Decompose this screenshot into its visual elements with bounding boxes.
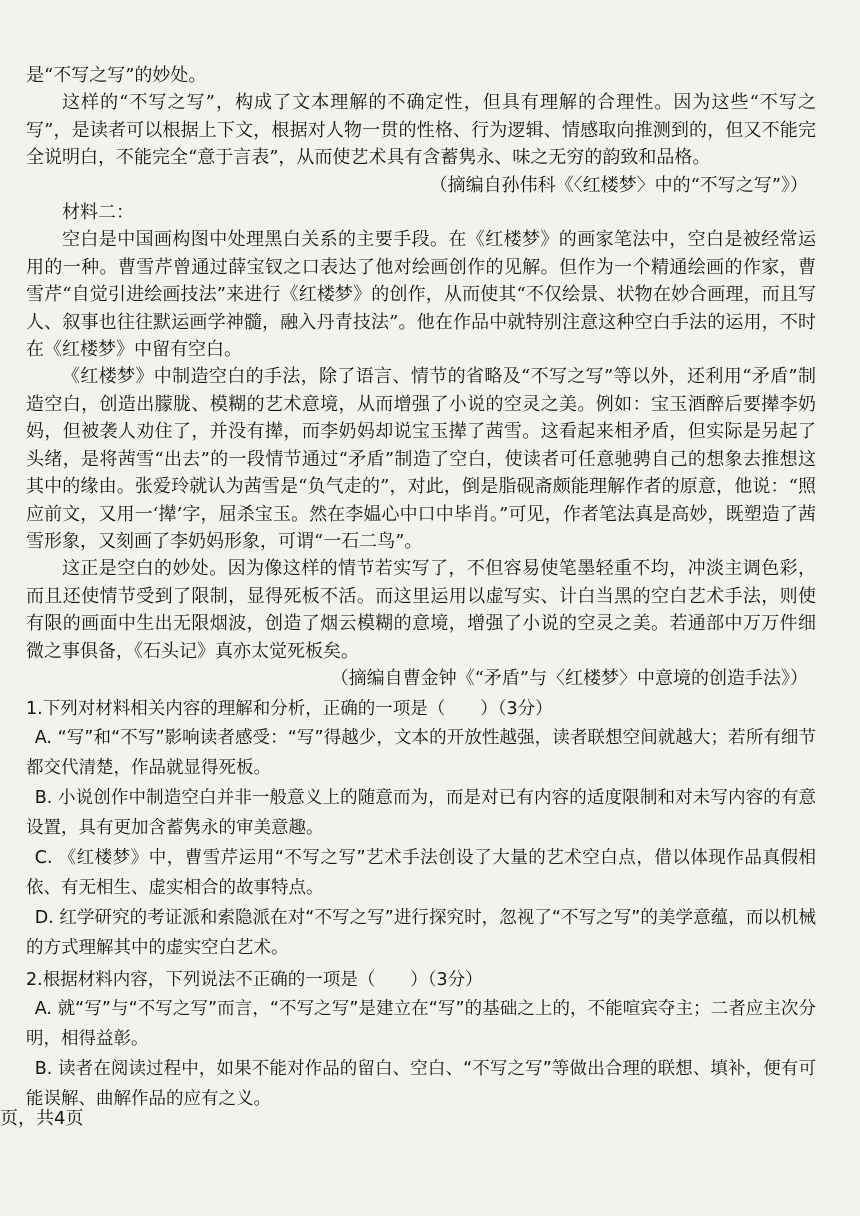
material2-paragraph-2: 《红楼梦》中制造空白的手法，除了语言、情节的省略及“不写之写”等以外，还利用“矛盾”制造空白，创造出朦胧、模糊的艺术意境，从而增强了小说的空灵之美。例如：宝玉酒醉后要撵李奶妈，但被袭人劝住了，并没有撵，而李奶妈却说宝玉撵了茜雪。这看起来相矛盾，但实际是另起了头绪，是将茜雪“出去”的一段情节通过“矛盾”制造了空白，使读者可任意驰骋自己的想象去推想这其中的缘由。张爱玲就认为茜雪是“负气走的”，对此，倒是脂砚斋颇能理解作者的原意，他说：“照应前文，又用一‘撵’字，屈杀宝玉。然在李媪心中口中毕肖。”可见，作者笔法真是高妙，既塑造了茜雪形象，又刻画了李奶妈形象，可谓“一石二鸟”。 [26,366,816,552]
question-1-option-a: A. “写”和“不写”影响读者感受：“写”得越少，文本的开放性越强，读者联想空间就越大；若所有细节都交代清楚，作品就显得死板。 [26,728,816,779]
material1-source: （摘编自孙伟科《〈红楼梦〉中的“不写之写”》） [429,174,808,196]
material1-paragraph: 这样的“不写之写”，构成了文本理解的不确定性，但具有理解的合理性。因为这些“不写之写”，是读者可以根据上下文，根据对人物一贯的性格、行为逻辑、情感取向推测到的，但又不能完全说明白，不能完全“意于言表”，从而使艺术具有含蓄隽永、味之无穷的韵致和品格。 [26,92,816,169]
question-1-option-c: C. 《红楼梦》中，曹雪芹运用“不写之写”艺术手法创设了大量的艺术空白点，借以体现作品真假相依、有无相生、虚实相合的故事特点。 [26,848,816,899]
material1-tail: 是“不写之写”的妙处。 [26,65,207,86]
page-content [26,62,816,1114]
material2-source: （摘编自曹金钟《“矛盾”与〈红楼梦〉中意境的创造手法》） [330,667,808,689]
material2-paragraph-1: 空白是中国画构图中处理黑白关系的主要手段。在《红楼梦》的画家笔法中，空白是被经常运用的一种。曹雪芹曾通过薛宝钗之口表达了他对绘画创作的见解。但作为一个精通绘画的作家，曹雪芹“自觉引进绘画技法”来进行《红楼梦》的创作，从而使其“不仅绘景、状物在妙合画理，而且写人、叙事也往往默运画学神髓，融入丹青技法”。他在作品中就特别注意这种空白手法的运用，不时在《红楼梦》中留有空白。 [26,229,816,361]
page-footer: 页，共4页 [0,1108,84,1129]
question-1-option-d: D. 红学研究的考证派和索隐派在对“不写之写”进行探究时，忽视了“不写之写”的美学意蕴，而以机械的方式理解其中的虚实空白艺术。 [26,908,816,959]
material2-paragraph-3: 这正是空白的妙处。因为像这样的情节若实写了，不但容易使笔墨轻重不均，冲淡主调色彩，而且还使情节受到了限制，显得死板不活。而这里运用以虚写实、计白当黑的空白艺术手法，则使有限的画面中生出无限烟波，创造了烟云模糊的意境，增强了小说的空灵之美。若通部中万万件细微之事俱备，《石头记》真亦太觉死板矣。 [26,558,816,662]
question-2-option-b: B. 读者在阅读过程中，如果不能对作品的留白、空白、“不写之写”等做出合理的联想、填补，便有可能误解、曲解作品的应有之义。 [26,1059,816,1110]
question-2-stem: 2.根据材料内容，下列说法不正确的一项是（ ）（3分） [26,970,483,991]
question-1-stem: 1.下列对材料相关内容的理解和分析，正确的一项是（ ）（3分） [26,699,553,720]
question-1-option-b: B. 小说创作中制造空白并非一般意义上的随意而为，而是对已有内容的适度限制和对未写内容的有意设置，具有更加含蓄隽永的审美意趣。 [26,788,816,839]
question-2-option-a: A. 就“写”与“不写之写”而言，“不写之写”是建立在“写”的基础之上的，不能喧宾夺主；二者应主次分明，相得益彰。 [26,999,816,1050]
material2-heading: 材料二： [62,202,134,224]
